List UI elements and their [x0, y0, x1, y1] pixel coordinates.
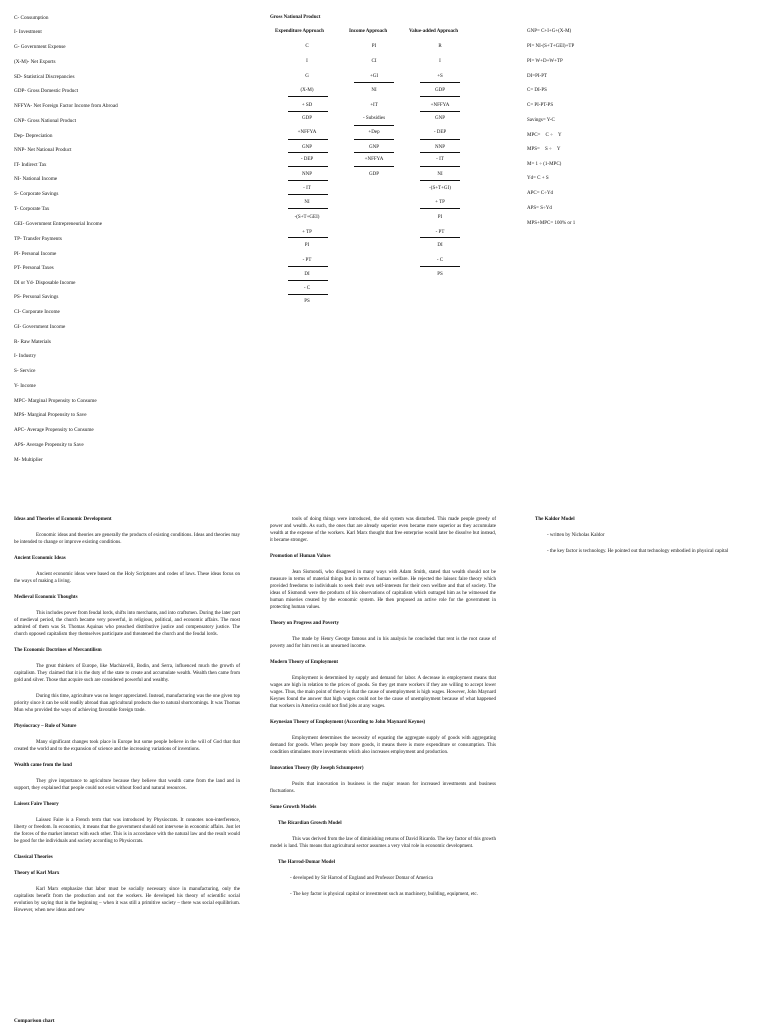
section-heading: Innovation Theory (By Joseph Schumpeter) [270, 766, 364, 771]
value-added-cell: NNP [434, 145, 446, 150]
abbreviation-item: I- Industry [14, 353, 37, 359]
section-heading: Theory on Progress and Poverty [270, 621, 339, 626]
expenditure-cell: - DEP [300, 157, 314, 162]
value-added-cell: R [438, 44, 442, 49]
table-rule [288, 139, 328, 140]
abbreviation-item: I- Investment [14, 29, 42, 35]
abbreviation-item: G- Government Expense [14, 44, 66, 50]
formula-item: MPS+MPC= 100% or 1 [527, 221, 576, 226]
value-added-cell: +S [437, 74, 443, 79]
section-heading: Modern Theory of Employment [270, 660, 339, 665]
income-cell: NI [371, 88, 377, 93]
expenditure-cell: NI [304, 200, 310, 205]
value-added-cell: +NFFYA [430, 103, 450, 108]
section-heading: Some Growth Models [270, 805, 317, 810]
table-rule [288, 152, 328, 153]
formula-item: C= PI-PT-PS [527, 103, 554, 108]
table-rule [420, 166, 460, 167]
formula-item: APS= S÷Yd [527, 206, 552, 211]
income-cell: PI [371, 44, 377, 49]
abbreviation-item: CI- Corporate Income [14, 309, 60, 315]
bullet-text: - the key factor is technology. He pointed out that technology embodied in physical capital [547, 549, 729, 554]
income-cell: +NFFYA [364, 157, 384, 162]
table-rule [420, 180, 460, 181]
table-rule [288, 266, 328, 267]
section-heading: Laissez Faire Theory [14, 802, 59, 807]
paragraph: Economic ideas and theories are generally the products of existing conditions. Ideas and theories may be intended to change or improve existing conditions. [14, 533, 240, 545]
bullet-text: - written by Nicholas Kaldor [547, 533, 605, 538]
abbreviation-item: Dep- Depreciation [14, 133, 53, 139]
income-cell: GDP [368, 172, 380, 177]
formula-item: M= 1 ÷ (1-MPC) [527, 162, 562, 167]
section-heading: Ideas and Theories of Economic Development [14, 517, 112, 522]
formula-item: Yd= C + S [527, 176, 549, 181]
value-added-cell: -(S+T+GI) [429, 186, 451, 191]
abbreviation-item: NI- National Income [14, 176, 58, 182]
abbreviation-item: MPC- Marginal Propensity to Consume [14, 398, 97, 404]
table-rule [354, 166, 394, 167]
paragraph: Employment determines the necessity of equating the aggregate supply of goods with aggregating demand for goods. When people buy more goods, it means there is more expenditure or consumption. This condition stimulates more investments which also increases employment and production. [270, 736, 496, 755]
expenditure-cell: NNP [301, 172, 313, 177]
table-rule [420, 96, 460, 97]
table-rule [420, 237, 460, 238]
value-added-cell: GDP [434, 88, 446, 93]
expenditure-cell: PI [304, 243, 310, 248]
header-income: Income Approach [349, 29, 388, 34]
income-cell: GNP [368, 145, 380, 150]
abbreviation-item: GDP- Gross Domestic Product [14, 88, 79, 94]
income-cell: +GI [369, 74, 379, 79]
theories-column-3 [527, 516, 753, 564]
paragraph: tools of doing things were introduced, the old system was disturbed. This made people greedy of power and wealth. As such, the ones that are already superior even became more superior as they accumulate wealth at the expense of the workers. Karl Marx thought that free enterprise would later be dissolve but instead, it became stronger. [270, 517, 496, 543]
table-rule [288, 294, 328, 295]
section-subheading: The Kaldor Model [535, 517, 575, 522]
formula-item: PI= W+D+W+TP [527, 59, 563, 64]
table-rule [420, 152, 460, 153]
section-heading: Classical Theories [14, 855, 53, 860]
abbreviation-item: GEI- Government Entrepreneurial Income [14, 221, 103, 227]
expenditure-cell: I [306, 59, 308, 64]
abbreviation-item: MPS- Marginal Propensity to Save [14, 412, 87, 418]
formula-item: MPS= ⃤S ÷ ⃤Y [527, 147, 561, 152]
abbreviation-item: SD- Statistical Discrepancies [14, 74, 75, 80]
table-rule [354, 82, 394, 83]
expenditure-cell: - C [303, 286, 311, 291]
bullet-text: - developed by Sir Harrod of England and Professor Domar of America [290, 876, 433, 881]
formula-item: C= DI-PS [527, 88, 547, 93]
formula-item: PI= NI-(S+T+GEI)+TP [527, 44, 575, 49]
value-added-cell: GNP [434, 116, 446, 121]
income-cell: +Dep [368, 130, 380, 135]
abbreviation-item: S- Service [14, 368, 36, 374]
abbreviation-item: S- Corporate Savings [14, 191, 59, 197]
value-added-cell: NI [437, 172, 443, 177]
expenditure-cell: + TP [302, 230, 312, 235]
table-rule [420, 82, 460, 83]
paragraph: This includes power from feudal lords, shifts into merchants, and into craftsmen. During the later part of medieval period, the church became very powerful, in religious, political, and economic affairs. The most admired of them was St. Thomas Aquinas who preached distributive justice and compensatory justice. The church opposed capitalism they themselves participate and threatened the church and the feudal lords. [14, 611, 240, 637]
abbreviation-item: NNP- Net National Product [14, 147, 72, 153]
abbreviation-item: R- Raw Materials [14, 339, 51, 345]
paragraph: Ancient economic ideas were based on the Holy Scriptures and codes of laws. These ideas focus on the ways of making a living. [14, 572, 240, 584]
abbreviation-item: Y- Income [14, 383, 36, 389]
section-heading: Medieval Economic Thoughts [14, 595, 78, 600]
table-rule [288, 166, 328, 167]
expenditure-cell: PS [304, 299, 310, 304]
value-added-cell: - IT [436, 157, 444, 162]
abbreviation-item: M- Multiplier [14, 457, 43, 463]
expenditure-cell: + SD [301, 103, 313, 108]
abbreviation-item: (X-M)- Net Exports [14, 59, 56, 65]
abbreviation-item: IT- Indirect Tax [14, 162, 47, 168]
paragraph: Karl Marx emphasize that labor must be socially necessary since in manufacturing, only the capitalists benefit from the production and not the workers. He developed his theory of scientific social evolution by saying that in the beginning – when it was still a primitive society – there was social equilibrium. However, when new ideas and new [14, 887, 240, 913]
abbreviation-item: PS- Personal Savings [14, 294, 59, 300]
value-added-cell: PI [437, 215, 443, 220]
bullet-text: - The key factor is physical capital or investment such as machinery, building, equipment, etc. [290, 892, 478, 897]
value-added-cell: I [439, 59, 441, 64]
table-rule [354, 152, 394, 153]
abbreviation-item: T- Corporate Tax [14, 206, 50, 212]
abbreviation-item: DI or Yd- Disposable Income [14, 280, 76, 286]
paragraph: They give importance to agriculture because they believe that wealth came from the land and in support, they explained that people could not exist without food and natural resources. [14, 779, 240, 791]
gnp-table-title: Gross National Product [270, 15, 321, 20]
table-rule [288, 280, 328, 281]
income-cell: +IT [370, 103, 378, 108]
table-rule [420, 266, 460, 267]
table-rule [420, 111, 460, 112]
theories-column-2 [270, 516, 496, 907]
expenditure-cell: +NFFYA [297, 130, 317, 135]
table-rule [288, 96, 328, 97]
table-rule [288, 208, 328, 209]
value-added-cell: PS [437, 272, 443, 277]
theories-column-1 [14, 516, 240, 923]
header-value-added: Value-added Approach [409, 29, 459, 34]
table-rule [420, 208, 460, 209]
table-rule [288, 237, 328, 238]
paragraph: Many significant changes took place in Europe but some people believe in the will of God that that created the world and to the expansion of science and the increasing variations of inventions. [14, 740, 240, 752]
paragraph: The great thinkers of Europe, like Machiavelli, Bodin, and Serra, influenced much the growth of capitalism. They claimed that it is the duty of the state to create and accumulate wealth. Wealth then came from gold and silver. Those that acquire such are considered powerful and wealthy. [14, 664, 240, 683]
income-cell: CI [371, 59, 377, 64]
section-heading: The Economic Doctrines of Mercantilism [14, 648, 102, 653]
section-heading: Ancient Economic Ideas [14, 556, 66, 561]
value-added-cell: - DEP [433, 130, 447, 135]
value-added-cell: DI [437, 243, 443, 248]
expenditure-cell: G [305, 74, 309, 79]
table-rule [288, 194, 328, 195]
section-heading: Physiocracy – Rule of Nature [14, 724, 77, 729]
paragraph: Laissez Faire is a French term that was introduced by Physiocrats. It connotes non-interference, liberty or freedom. In economics, it means that the government should not intervene in economic affairs. Just let the forces of the market interact with each other. This is in accordance with the natural law and the result would be good for the individuals and society according to Physiocrats. [14, 818, 240, 844]
expenditure-cell: GDP [301, 116, 313, 121]
paragraph: Employment is determined by supply and demand for labor. A decrease in employment means that wages are high in relation to the prices of goods. So they get more workers if they are willing to accept lower wages. Thus, the main point of theory is that the cause of unemployment is high wages. However, John Maynard Keynes found the answer that high wages could not be the cause of unemployment because of what happened that workers in America could not find jobs at any wages. [270, 676, 496, 709]
formula-item: MPC= ⃤C ÷ ⃤Y [527, 133, 562, 138]
formula-item: Savings= Y-C [527, 118, 555, 123]
paragraph: The made by Henry George famous and in his analysis he concluded that rent is the root cause of poverty and for him rent is an unearned income. [270, 637, 496, 649]
header-expenditure: Expenditure Approach [275, 29, 324, 34]
expenditure-cell: DI [304, 272, 310, 277]
abbreviation-item: PT- Personal Taxes [14, 265, 54, 271]
expenditure-cell: C [305, 44, 309, 49]
expenditure-cell: -(S+T+GEI) [294, 215, 320, 220]
abbreviation-item: TP- Transfer Payments [14, 236, 62, 242]
section-subheading: The Ricardian Growth Model [278, 821, 342, 826]
value-added-cell: - PT [435, 230, 445, 235]
section-subheading: The Harrod-Domar Model [278, 860, 336, 865]
section-heading: Promotion of Human Values [270, 554, 331, 559]
abbreviation-item: GNP- Gross National Product [14, 118, 77, 124]
expenditure-cell: GNP [301, 145, 313, 150]
table-rule [288, 180, 328, 181]
abbreviation-item: NFFYA- Net Foreign Factor Income from Abroad [14, 103, 118, 109]
paragraph: Posits that innovation in business is the major reason for increased investments and business fluctuations. [270, 782, 496, 794]
footer-label: Comparison chart [14, 1018, 55, 1024]
paragraph: This was derived from the law of diminishing returns of David Ricardo. The key factor of this growth model is land. This means that agricultural sector assumes a very vital role in economic development. [270, 837, 496, 849]
paragraph: During this time, agriculture was no longer appreciated. Instead, manufacturing was the one given top priority since it can be sold readily abroad than agricultural products due to natural shortcomings. It was Thomas Mun who provided the ways of achieving favorable foreign trade. [14, 694, 240, 713]
section-heading: Wealth came from the land [14, 763, 72, 768]
expenditure-cell: - PT [302, 258, 312, 263]
value-added-cell: + TP [435, 200, 445, 205]
table-rule [420, 139, 460, 140]
table-rule [288, 111, 328, 112]
formula-item: DI=PI-PT [527, 74, 548, 79]
table-rule [354, 125, 394, 126]
abbreviation-item: APS- Average Propensity to Save [14, 442, 84, 448]
section-heading: Keynesian Theory of Employment (According to John Maynard Keynes) [270, 720, 426, 725]
abbreviation-item: C- Consumption [14, 15, 49, 21]
table-rule [354, 139, 394, 140]
value-added-cell: - C [436, 258, 444, 263]
section-heading: Theory of Karl Marx [14, 871, 60, 876]
abbreviation-item: APC- Average Propensity to Consume [14, 427, 94, 433]
formula-item: GNP= C+I+G+(X-M) [527, 29, 572, 34]
abbreviation-item: PI- Personal Income [14, 251, 57, 257]
formula-item: APC= C÷Yd [527, 191, 553, 196]
expenditure-cell: (X-M) [300, 88, 314, 93]
paragraph: Jean Sismondi, who disagreed in many ways with Adam Smith, stated that wealth should not be measure in terms of material things but in terms of human welfare. He rejected the laissez faire theory which provided freedoms to individuals to seek their own self-interests for their own welfare and that of society. The ideas of Sismondi were the products of his observations of capitalism which outraged him as he witnessed the human miseries created by the economic system. He then proposed an active role for the government in protecting human values. [270, 570, 496, 610]
expenditure-cell: - IT [303, 186, 311, 191]
income-cell: - Subsidies [362, 116, 386, 121]
abbreviation-item: GI- Government Income [14, 324, 66, 330]
